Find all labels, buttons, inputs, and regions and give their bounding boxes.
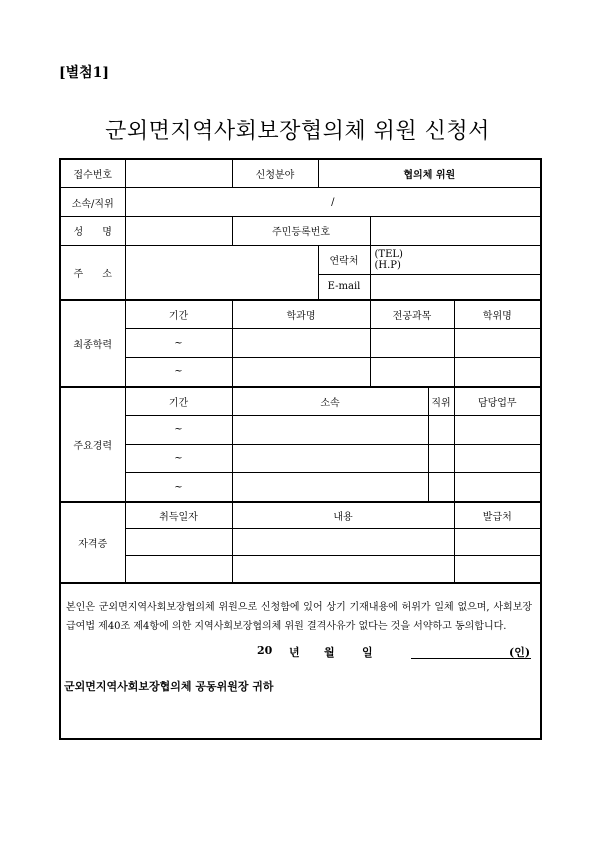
field-value: 협의체 위원 xyxy=(318,159,541,188)
career-duty-1[interactable] xyxy=(454,415,541,444)
education-degree-1[interactable] xyxy=(454,329,541,358)
email-label: E-mail xyxy=(318,274,370,300)
tel-field[interactable] xyxy=(370,245,541,274)
email-field[interactable] xyxy=(370,274,541,300)
rrn-label: 주민등록번호 xyxy=(232,217,370,246)
career-period-1[interactable]: ~ xyxy=(125,415,232,444)
affiliation-field[interactable] xyxy=(125,188,541,217)
education-header-degree: 학위명 xyxy=(454,300,541,329)
certificate-content-1[interactable] xyxy=(232,529,454,556)
career-header-org: 소속 xyxy=(232,387,428,416)
career-org-3[interactable] xyxy=(232,473,428,502)
date-line xyxy=(61,636,540,670)
name-field[interactable] xyxy=(125,217,232,246)
career-position-2[interactable] xyxy=(428,444,454,473)
education-period-1[interactable]: ~ xyxy=(125,329,232,358)
career-header-position: 직위 xyxy=(428,387,454,416)
education-dept-2[interactable] xyxy=(232,358,370,387)
declaration-text: 본인은 군외면지역사회보장협의체 위원으로 신청함에 있어 상기 기재내용에 허위가 일체 없으며, 사회보장급여법 제40조 제4항에 의한 지역사회보장협의체 위원 결격사유가 없다는 것을 서약하고 동의합니다. xyxy=(66,601,533,632)
certificate-content-2[interactable] xyxy=(232,556,454,583)
career-org-2[interactable] xyxy=(232,444,428,473)
declaration-section xyxy=(60,583,541,739)
name-label: 성 명 xyxy=(60,217,125,246)
tel-label: (TEL) xyxy=(374,248,403,260)
education-header-period: 기간 xyxy=(125,300,232,329)
certificate-header-date: 취득일자 xyxy=(125,502,232,529)
date-month-unit: 월 xyxy=(324,645,335,659)
certificate-date-1[interactable] xyxy=(125,529,232,556)
contact-label: 연락처 xyxy=(318,245,370,274)
career-position-1[interactable] xyxy=(428,415,454,444)
career-label: 주요경력 xyxy=(60,387,125,502)
date-day-unit: 일 xyxy=(362,645,373,659)
addressee: 군외면지역사회보장협의체 공동위원장 귀하 xyxy=(64,679,274,693)
application-form-table xyxy=(59,158,542,740)
seal-mark: (인) xyxy=(509,645,531,659)
career-period-2[interactable]: ~ xyxy=(125,444,232,473)
form-title: 군외면지역사회보장협의체 위원 신청서 xyxy=(105,119,490,144)
career-header-period: 기간 xyxy=(125,387,232,416)
education-dept-1[interactable] xyxy=(232,329,370,358)
certificate-header-content: 내용 xyxy=(232,502,454,529)
career-duty-3[interactable] xyxy=(454,473,541,502)
receipt-no-field[interactable] xyxy=(125,159,232,188)
education-period-2[interactable]: ~ xyxy=(125,358,232,387)
rrn-field[interactable] xyxy=(370,217,541,246)
career-org-1[interactable] xyxy=(232,415,428,444)
career-header-duty: 담당업무 xyxy=(454,387,541,416)
affiliation-separator: / xyxy=(331,196,335,208)
education-header-dept: 학과명 xyxy=(232,300,370,329)
certificate-issuer-1[interactable] xyxy=(454,529,541,556)
receipt-no-label: 접수번호 xyxy=(60,159,125,188)
address-label: 주 소 xyxy=(60,245,125,300)
certificate-date-2[interactable] xyxy=(125,556,232,583)
date-year: 20 xyxy=(257,643,273,657)
education-label: 최종학력 xyxy=(60,300,125,386)
education-degree-2[interactable] xyxy=(454,358,541,387)
affiliation-label: 소속/직위 xyxy=(60,188,125,217)
attachment-label: [별첨1] xyxy=(59,65,110,81)
education-major-1[interactable] xyxy=(370,329,454,358)
education-major-2[interactable] xyxy=(370,358,454,387)
career-position-3[interactable] xyxy=(428,473,454,502)
certificate-header-issuer: 발급처 xyxy=(454,502,541,529)
certificate-label: 자격증 xyxy=(60,502,125,583)
address-field[interactable] xyxy=(125,245,318,300)
hp-label: (H.P) xyxy=(374,259,401,271)
field-label: 신청분야 xyxy=(232,159,318,188)
date-year-unit: 년 xyxy=(289,645,300,659)
career-duty-2[interactable] xyxy=(454,444,541,473)
education-header-major: 전공과목 xyxy=(370,300,454,329)
certificate-issuer-2[interactable] xyxy=(454,556,541,583)
career-period-3[interactable]: ~ xyxy=(125,473,232,502)
